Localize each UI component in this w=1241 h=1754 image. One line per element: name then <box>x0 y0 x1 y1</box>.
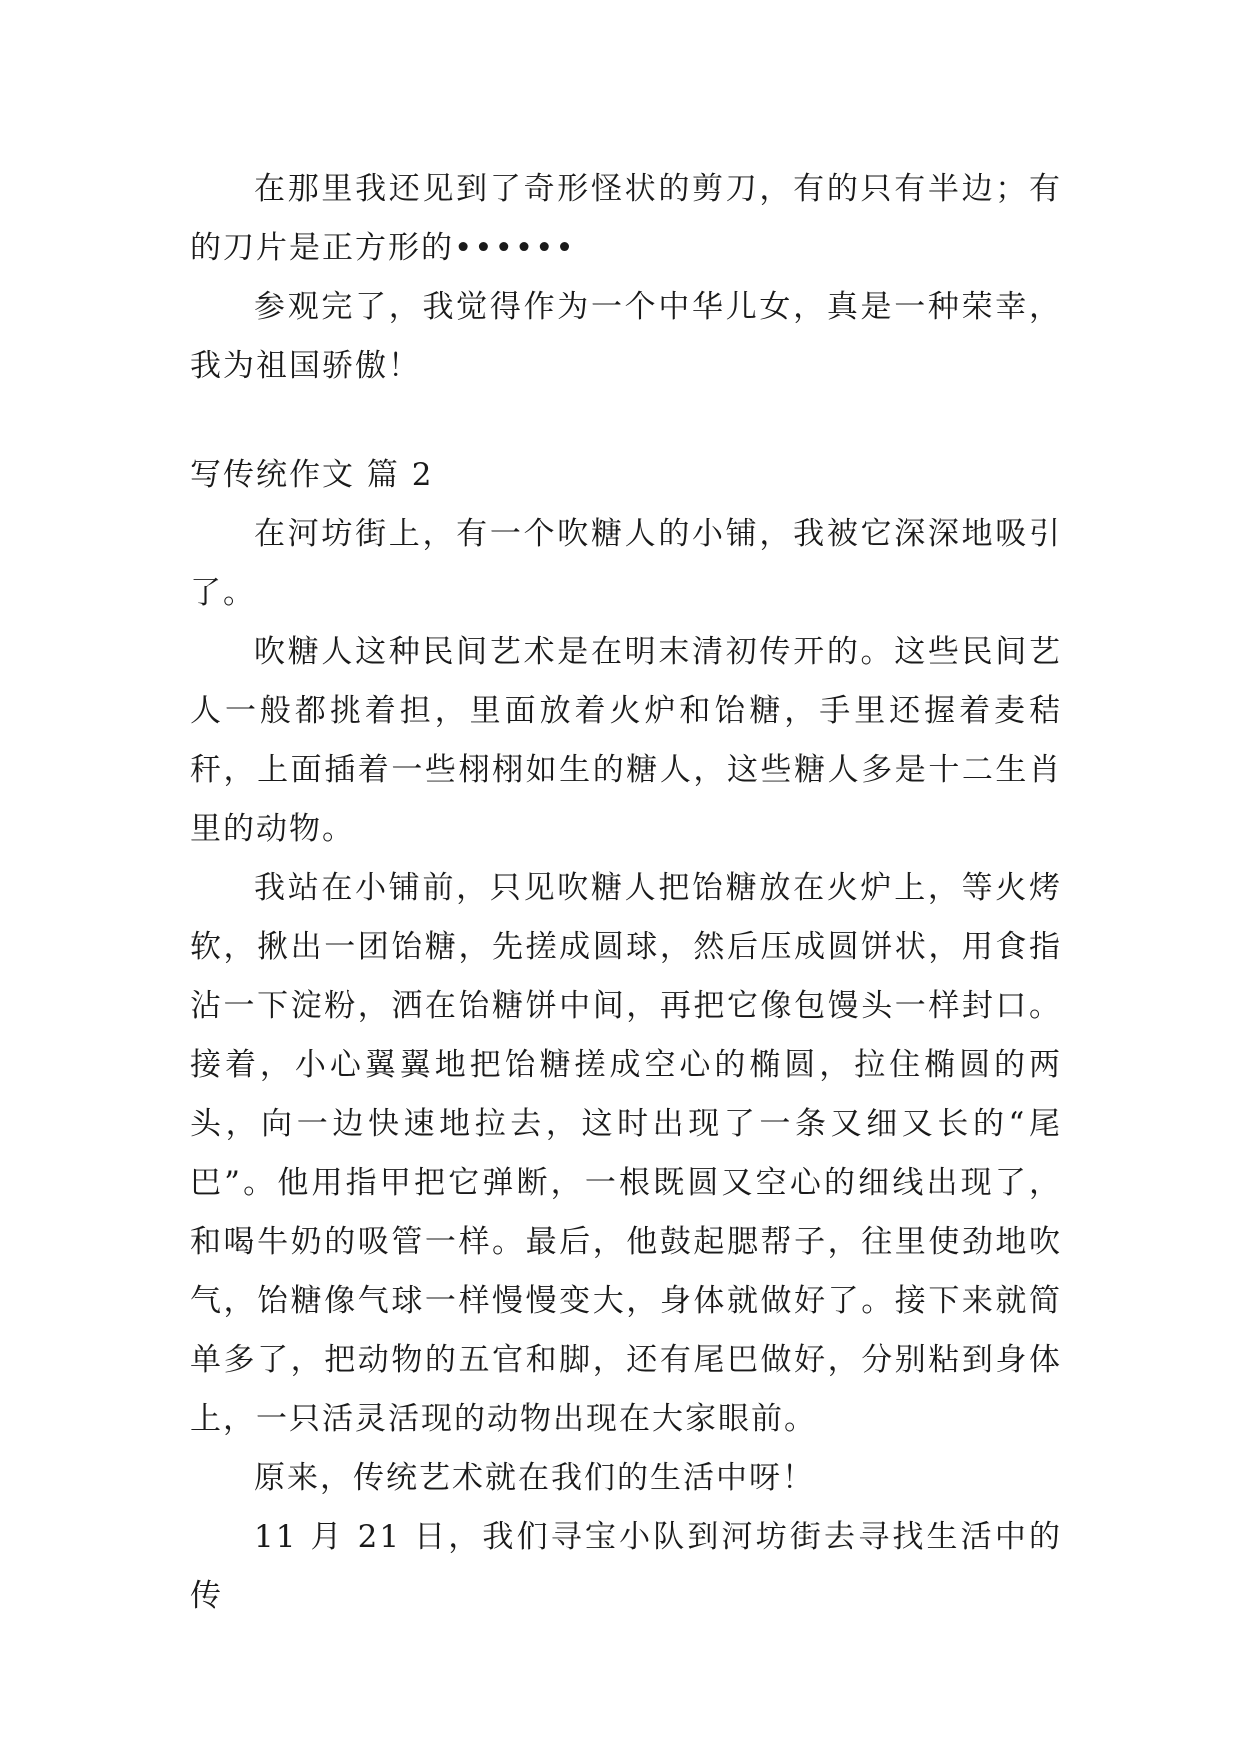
paragraph-date: 11 月 21 日，我们寻宝小队到河坊街去寻找生活中的传 <box>190 1519 1062 1614</box>
paragraph-conclusion: 参观完了，我觉得作为一个中华儿女，真是一种荣幸，我为祖国骄傲！ <box>190 289 1062 384</box>
paragraph-history: 吹糖人这种民间艺术是在明末清初传开的。这些民间艺人一般都挑着担，里面放着火炉和饴糖，手里还握着麦秸秆，上面插着一些栩栩如生的糖人，这些糖人多是十二生肖里的动物。 <box>190 634 1062 847</box>
paragraph-process: 我站在小铺前，只见吹糖人把饴糖放在火炉上，等火烤软，揪出一团饴糖，先搓成圆球，然后压成圆饼状，用食指沾一下淀粉，洒在饴糖饼中间，再把它像包馒头一样封口。接着，小心翼翼地把饴糖搓成空心的椭圆，拉住椭圆的两头，向一边快速地拉去，这时出现了一条又细又长的“尾巴”。他用指甲把它弹断，一根既圆又空心的细线出现了，和喝牛奶的吸管一样。最后，他鼓起腮帮子，往里使劲地吹气，饴糖像气球一样慢慢变大，身体就做好了。接下来就简单多了，把动物的五官和脚，还有尾巴做好，分别粘到身体上，一只活灵活现的动物出现在大家眼前。 <box>190 870 1062 1437</box>
section-heading: 写传统作文 篇 2 <box>190 457 434 493</box>
document-body <box>190 160 1062 1626</box>
paragraph-scissors: 在那里我还见到了奇形怪状的剪刀，有的只有半边；有的刀片是正方形的•••••• <box>190 171 1062 266</box>
paragraph-intro: 在河坊街上，有一个吹糖人的小铺，我被它深深地吸引了。 <box>190 516 1062 611</box>
section-gap <box>190 396 1062 446</box>
paragraph-closing: 原来，传统艺术就在我们的生活中呀！ <box>254 1460 815 1496</box>
